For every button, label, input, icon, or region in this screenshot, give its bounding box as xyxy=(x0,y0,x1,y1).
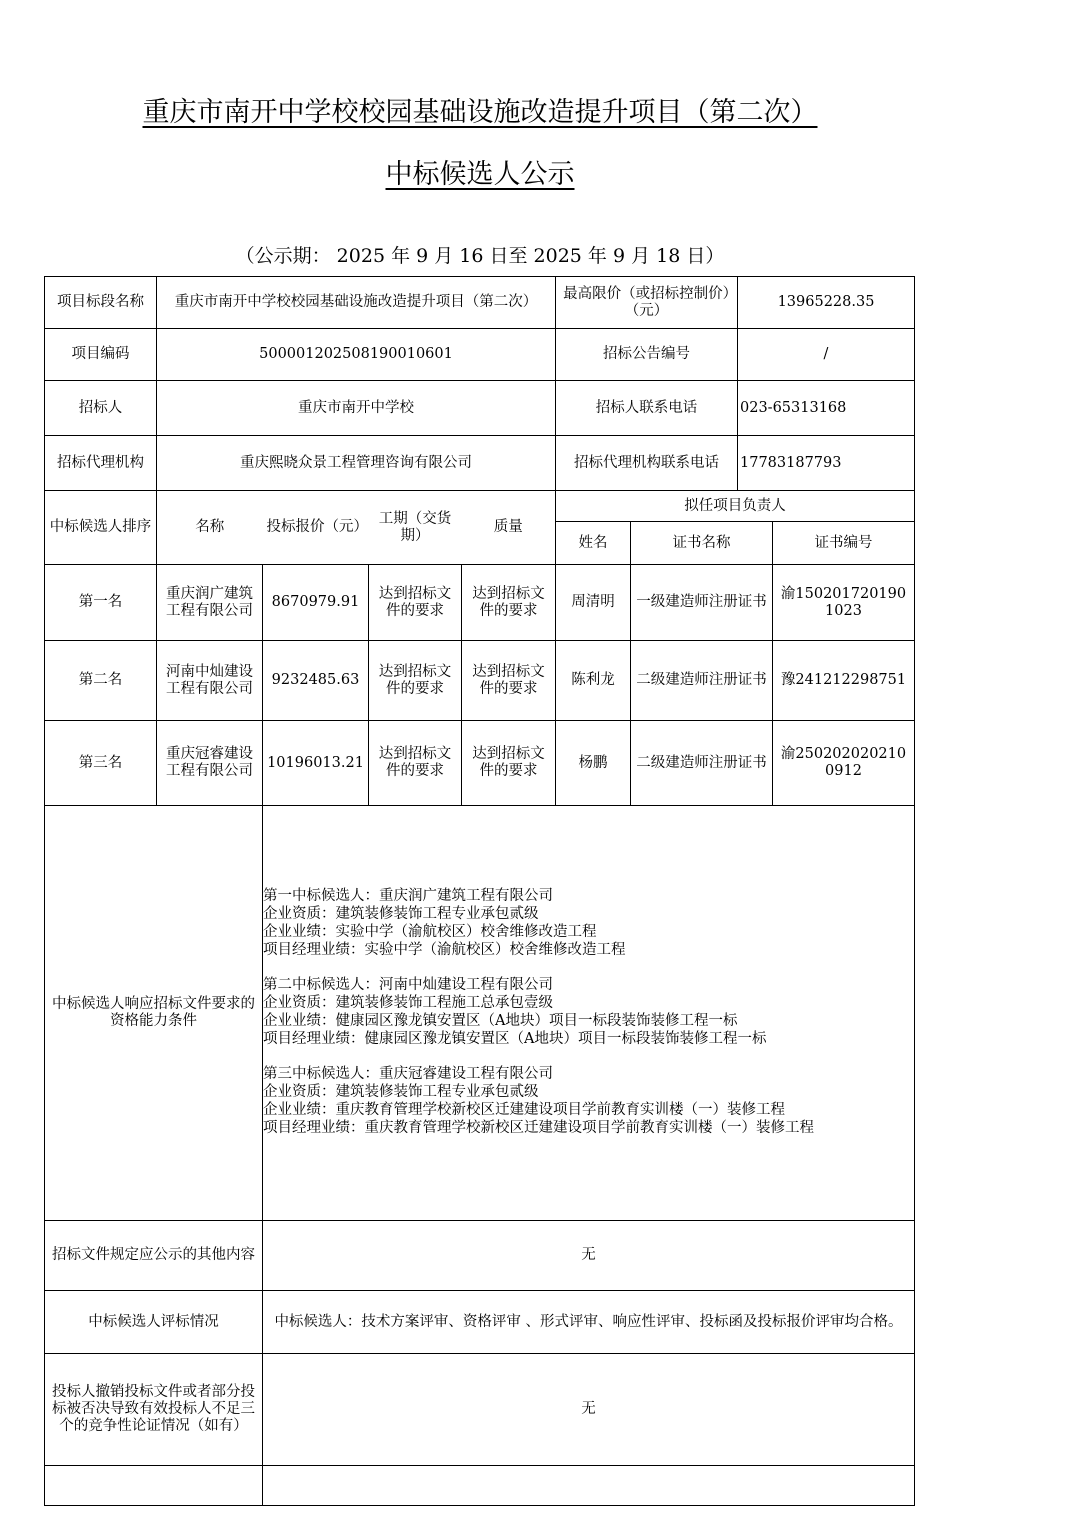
header-rank: 中标候选人排序 xyxy=(45,491,157,565)
condition-line: 企业资质：建筑装修装饰工程专业承包贰级 xyxy=(263,1084,539,1101)
candidate-cert-no: 渝1502017201901023 xyxy=(773,565,915,641)
agency-phone-label: 招标代理机构联系电话 xyxy=(556,436,738,491)
evaluation-value: 中标候选人：技术方案评审、资格评审 、形式评审、响应性评审、投标函及投标报价评审均合格。 xyxy=(263,1291,915,1354)
candidate-period: 达到招标文件的要求 xyxy=(369,641,462,721)
max-price-label: 最高限价（或招标控制价）（元） xyxy=(556,277,738,329)
tenderer: 重庆市南开中学校 xyxy=(157,381,556,436)
candidate-period: 达到招标文件的要求 xyxy=(369,565,462,641)
notice-table xyxy=(44,276,915,1506)
header-manager: 拟任项目负责人 xyxy=(556,491,915,522)
candidate-row xyxy=(45,565,915,641)
project-code: 500001202508190010601 xyxy=(157,329,556,381)
withdraw-value: 无 xyxy=(263,1354,915,1466)
candidate-cert-name: 一级建造师注册证书 xyxy=(631,565,773,641)
conditions-content xyxy=(263,806,915,1221)
next-row-value xyxy=(263,1466,915,1506)
condition-line: 企业业绩：健康园区豫龙镇安置区（A地块）项目一标段装饰装修工程一标 xyxy=(263,1013,738,1029)
candidate-name: 重庆润广建筑工程有限公司 xyxy=(157,565,263,641)
candidate-quality: 达到招标文件的要求 xyxy=(462,721,556,806)
agency: 重庆熙晓众景工程管理咨询有限公司 xyxy=(157,436,556,491)
header-cert-no: 证书编号 xyxy=(773,522,915,565)
header-name: 名称 xyxy=(157,491,263,565)
candidate-manager: 周清明 xyxy=(556,565,631,641)
tenderer-phone: 023-65313168 xyxy=(738,381,915,436)
condition-line: 项目经理业绩：实验中学（渝航校区）校舍维修改造工程 xyxy=(263,941,626,958)
candidate-row xyxy=(45,641,915,721)
candidate-quality: 达到招标文件的要求 xyxy=(462,641,556,721)
agency-phone: 17783187793 xyxy=(738,436,915,491)
header-quality: 质量 xyxy=(462,491,556,565)
condition-line: 项目经理业绩：重庆教育管理学校新校区迁建建设项目学前教育实训楼（一）装修工程 xyxy=(263,1119,814,1136)
notice-no: / xyxy=(738,329,915,381)
candidate-name: 河南中灿建设工程有限公司 xyxy=(157,641,263,721)
notice-title-line1: 重庆市南开中学校校园基础设施改造提升项目（第二次） xyxy=(142,97,818,128)
condition-line: 第一中标候选人：重庆润广建筑工程有限公司 xyxy=(263,888,553,905)
candidate-manager: 杨鹏 xyxy=(556,721,631,806)
header-price: 投标报价（元） xyxy=(263,491,369,565)
publicity-period: （公示期： 2025 年 9 月 16 日至 2025 年 9 月 18 日） xyxy=(235,245,725,267)
other-content-value: 无 xyxy=(263,1221,915,1291)
condition-line: 企业业绩：实验中学（渝航校区）校舍维修改造工程 xyxy=(263,924,597,941)
header-manager-name: 姓名 xyxy=(556,522,631,565)
tenderer-label: 招标人 xyxy=(45,381,157,436)
agency-label: 招标代理机构 xyxy=(45,436,157,491)
condition-line: 企业资质：建筑装修装饰工程施工总承包壹级 xyxy=(263,995,553,1012)
condition-line: 企业资质：建筑装修装饰工程专业承包贰级 xyxy=(263,906,539,923)
candidate-name: 重庆冠睿建设工程有限公司 xyxy=(157,721,263,806)
candidate-price: 9232485.63 xyxy=(263,641,369,721)
candidate-row xyxy=(45,721,915,806)
candidate-condition-block xyxy=(263,1066,914,1137)
candidate-period: 达到招标文件的要求 xyxy=(369,721,462,806)
candidate-cert-name: 二级建造师注册证书 xyxy=(631,641,773,721)
candidate-cert-no: 豫241212298751 xyxy=(773,641,915,721)
notice-title-line2: 中标候选人公示 xyxy=(385,159,575,190)
project-name-label: 项目标段名称 xyxy=(45,277,157,329)
other-content-label: 招标文件规定应公示的其他内容 xyxy=(45,1221,263,1291)
conditions-label: 中标候选人响应招标文件要求的资格能力条件 xyxy=(45,806,263,1221)
condition-line: 企业业绩：重庆教育管理学校新校区迁建建设项目学前教育实训楼（一）装修工程 xyxy=(263,1101,785,1118)
candidate-rank: 第三名 xyxy=(45,721,157,806)
header-cert-name: 证书名称 xyxy=(631,522,773,565)
max-price: 13965228.35 xyxy=(738,277,915,329)
candidate-rank: 第一名 xyxy=(45,565,157,641)
condition-line: 第二中标候选人：河南中灿建设工程有限公司 xyxy=(263,977,553,994)
notice-no-label: 招标公告编号 xyxy=(556,329,738,381)
candidate-condition-block xyxy=(263,888,914,959)
project-name: 重庆市南开中学校校园基础设施改造提升项目（第二次） xyxy=(157,277,556,329)
next-row-label xyxy=(45,1466,263,1506)
candidate-cert-no: 渝2502020202100912 xyxy=(773,721,915,806)
candidate-rank: 第二名 xyxy=(45,641,157,721)
evaluation-label: 中标候选人评标情况 xyxy=(45,1291,263,1354)
candidate-quality: 达到招标文件的要求 xyxy=(462,565,556,641)
withdraw-label: 投标人撤销投标文件或者部分投标被否决导致有效投标人不足三个的竞争性论证情况（如有） xyxy=(45,1354,263,1466)
project-code-label: 项目编码 xyxy=(45,329,157,381)
candidate-condition-block xyxy=(263,977,914,1048)
tenderer-phone-label: 招标人联系电话 xyxy=(556,381,738,436)
condition-line: 第三中标候选人：重庆冠睿建设工程有限公司 xyxy=(263,1066,553,1083)
candidate-price: 8670979.91 xyxy=(263,565,369,641)
candidate-cert-name: 二级建造师注册证书 xyxy=(631,721,773,806)
header-period: 工期（交货期） xyxy=(369,491,462,565)
condition-line: 项目经理业绩：健康园区豫龙镇安置区（A地块）项目一标段装饰装修工程一标 xyxy=(263,1030,767,1047)
candidate-price: 10196013.21 xyxy=(263,721,369,806)
candidate-manager: 陈利龙 xyxy=(556,641,631,721)
